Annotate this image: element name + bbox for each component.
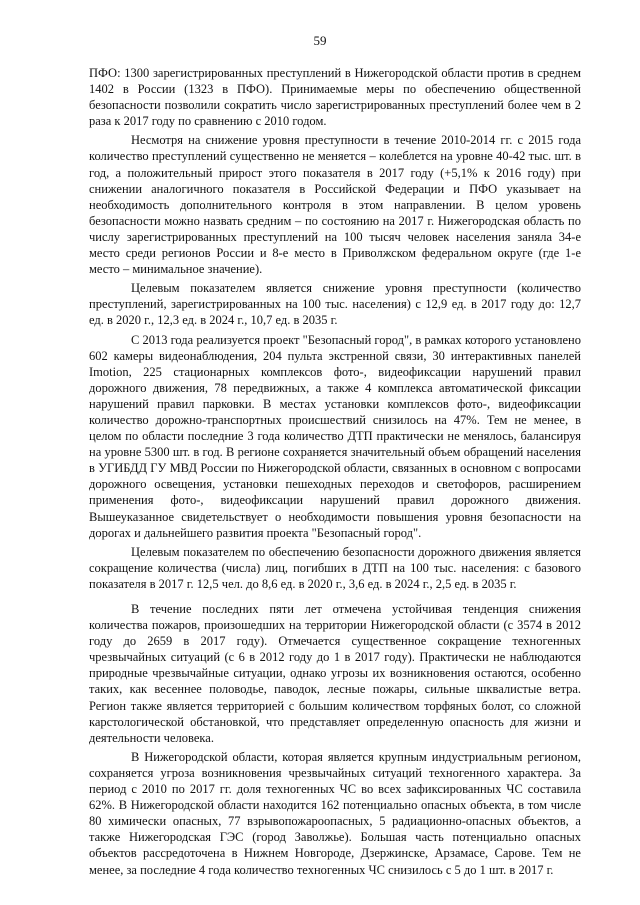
paragraph-safe-city-project: С 2013 года реализуется проект "Безопасный город", в рамках которого установлено 602 камеры видеонаблюдения, 204 пульта экстренной связи, 30 интерактивных панелей Imotion, 225 стационарных комплексов фото-, видеофиксации нарушений правил дорожного движения, 78 передвижных, а также 4 комплекса автоматической фиксации нарушений правил парковки. В местах установки комплексов фото-, видеофиксации количество дорожно-транспортных происшествий снизилось на 47%. Тем не менее, в целом по области последние 3 года количество ДТП практически не менялось, балансируя на уровне 5300 шт. в год. В регионе сохраняется значительный объем обращений населения в УГИБДД ГУ МВД России по Нижегородской области, связанных в основном с вопросами дорожного освещения, установки пешеходных переходов и светофоров, расширением применения фото-, видеофиксации нарушений правил дорожного движения. Вышеуказанное свидетельствует о необходимости повышения уровня безопасности на дорогах и дальнейшего развития проекта "Безопасный город". — [89, 332, 581, 540]
document-body — [89, 65, 581, 881]
paragraph-technogenic-risks: В Нижегородской области, которая является крупным индустриальным регионом, сохраняется угроза возникновения чрезвычайных ситуаций техногенного характера. За период с 2010 по 2017 гг. доля техногенных ЧС во всех зафиксированных ЧС составила 62%. В Нижегородской области находится 162 потенциально опасных объекта, в том числе 80 химически опасных, 77 взрывопожароопасных, 5 радиационно-опасных объектов, а также Нижегородская ГЭС (город Заволжье). Большая часть потенциально опасных объектов рассредоточена в Нижнем Новгороде, Дзержинске, Арзамасе, Сарове. Тем не менее, за последние 4 года количество техногенных ЧС снизилось с 5 до 1 шт. в 2017 г. — [89, 749, 581, 877]
paragraph-road-safety-target: Целевым показателем по обеспечению безопасности дорожного движения является сокращение количества (числа) лиц, погибших в ДТП на 100 тыс. населения: с базового показателя в 2017 г. 12,5 чел. до 8,6 ед. в 2020 г., 3,6 ед. в 2024 г., 2,5 ед. в 2035 г. — [89, 544, 581, 591]
paragraph-crime-target: Целевым показателем является снижение уровня преступности (количество преступлений, зарегистрированных на 100 тыс. населения) с 12,9 ед. в 2017 году до: 12,7 ед. в 2020 г., 12,3 ед. в 2024 г., 10,7 ед. в 2035 г. — [89, 281, 581, 328]
page-number: 59 — [313, 33, 327, 48]
paragraph-crime-comparison: ПФО: 1300 зарегистрированных преступлений в Нижегородской области против в среднем 1402 в России (1323 в ПФО). Принимаемые меры по обеспечению общественной безопасности позволили сократить число зарегистрированных преступлений более чем в 2 раза к 2017 году по сравнению с 2010 годом. — [89, 66, 581, 129]
paragraph-fire-emergencies: В течение последних пяти лет отмечена устойчивая тенденция снижения количества пожаров, произошедших на территории Нижегородской области (с 3574 в 2012 году до 2659 в 2017 году). Отмечается существенное сокращение техногенных чрезвычайных ситуаций (с 6 в 2012 году до 1 в 2017 году). Практически не наблюдаются природные чрезвычайные ситуации, однако угрозы их возникновения остаются, особенно таких, как весеннее половодье, паводок, лесные пожары, сильные шквалистые ветра. Регион также является территорией с большим количеством торфяных болот, со сложной карстологической обстановкой, что представляет определенную опасность для жизни и деятельности человека. — [89, 602, 581, 745]
paragraph-crime-trend: Несмотря на снижение уровня преступности в течение 2010-2014 гг. с 2015 года количество преступлений существенно не меняется – колеблется на уровне 40-42 тыс. шт. в год, а положительный прирост этого показателя в 2017 году (+5,1% к 2016 году) при снижении аналогичного показателя в Российской Федерации и ПФО указывает на необходимость дополнительного контроля в этом направлении. В целом уровень безопасности можно назвать средним – по состоянию на 2017 г. Нижегородская область по числу зарегистрированных преступлений на 100 тысяч человек населения заняла 34-е место среди регионов России и 8-е место в Приволжском федеральном округе (где 1-е место – минимальное значение). — [89, 133, 581, 277]
